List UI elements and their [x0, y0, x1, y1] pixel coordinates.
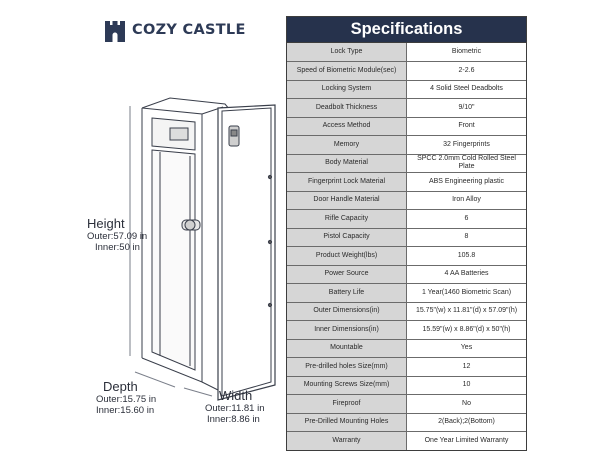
spec-label: Mounting Screws Size(mm)	[287, 376, 407, 395]
specifications-title: Specifications	[287, 17, 526, 43]
spec-value: Biometric	[407, 43, 527, 62]
height-inner: Inner:50 in	[95, 242, 140, 253]
spec-value: ABS Engineering plastic	[407, 173, 527, 192]
spec-label: Pistol Capacity	[287, 228, 407, 247]
spec-row	[287, 228, 526, 247]
spec-label: Fingerprint Lock Material	[287, 173, 407, 192]
specifications-panel	[286, 16, 527, 451]
spec-value: 10	[407, 376, 527, 395]
spec-label: Battery Life	[287, 284, 407, 303]
castle-icon	[104, 18, 126, 42]
spec-label: Deadbolt Thickness	[287, 99, 407, 118]
depth-inner: Inner:15.60 in	[96, 405, 155, 416]
depth-dimension	[96, 379, 157, 416]
spec-row	[287, 247, 526, 266]
spec-value: 105.8	[407, 247, 527, 266]
spec-row	[287, 376, 526, 395]
spec-row	[287, 117, 526, 136]
spec-row	[287, 432, 526, 451]
spec-row	[287, 321, 526, 340]
spec-row	[287, 413, 526, 432]
spec-row	[287, 80, 526, 99]
spec-value: 9/10"	[407, 99, 527, 118]
spec-row	[287, 173, 526, 192]
spec-label: Speed of Biometric Module(sec)	[287, 62, 407, 81]
brand-name: COZY CASTLE	[132, 22, 246, 38]
width-dimension	[205, 388, 265, 425]
spec-label: Door Handle Material	[287, 191, 407, 210]
spec-row	[287, 210, 526, 229]
spec-label: Body Material	[287, 154, 407, 173]
spec-value: SPCC 2.0mm Cold Rolled Steel Plate	[407, 154, 527, 173]
spec-value: Iron Alloy	[407, 191, 527, 210]
spec-row	[287, 154, 526, 173]
spec-label: Outer Dimensions(in)	[287, 302, 407, 321]
spec-value: 2-2.6	[407, 62, 527, 81]
spec-value: No	[407, 395, 527, 414]
spec-label: Warranty	[287, 432, 407, 451]
spec-row	[287, 136, 526, 155]
spec-value: Yes	[407, 339, 527, 358]
spec-row	[287, 43, 526, 62]
spec-label: Pre-Drilled Mounting Holes	[287, 413, 407, 432]
spec-row	[287, 191, 526, 210]
spec-row	[287, 265, 526, 284]
spec-row	[287, 284, 526, 303]
spec-value: 4 AA Batteries	[407, 265, 527, 284]
spec-label: Lock Type	[287, 43, 407, 62]
spec-value: 15.59"(w) x 8.86"(d) x 50"(h)	[407, 321, 527, 340]
spec-value: 15.75"(w) x 11.81"(d) x 57.09"(h)	[407, 302, 527, 321]
spec-value: 8	[407, 228, 527, 247]
spec-row	[287, 99, 526, 118]
spec-label: Fireproof	[287, 395, 407, 414]
spec-value: 12	[407, 358, 527, 377]
spec-label: Inner Dimensions(in)	[287, 321, 407, 340]
spec-label: Product Weight(lbs)	[287, 247, 407, 266]
spec-label: Memory	[287, 136, 407, 155]
width-title: Width	[219, 388, 253, 403]
spec-label: Locking System	[287, 80, 407, 99]
spec-label: Access Method	[287, 117, 407, 136]
spec-value: 4 Solid Steel Deadbolts	[407, 80, 527, 99]
brand-logo	[104, 17, 246, 43]
depth-title: Depth	[103, 379, 138, 394]
spec-row	[287, 302, 526, 321]
spec-value: 32 Fingerprints	[407, 136, 527, 155]
spec-label: Rifle Capacity	[287, 210, 407, 229]
spec-row	[287, 358, 526, 377]
spec-row	[287, 339, 526, 358]
specifications-table	[287, 43, 526, 450]
height-dimension	[87, 216, 147, 253]
spec-value: 2(Back);2(Bottom)	[407, 413, 527, 432]
height-outer: Outer:57.09 in	[87, 231, 148, 242]
spec-label: Power Source	[287, 265, 407, 284]
spec-row	[287, 395, 526, 414]
depth-outer: Outer:15.75 in	[96, 394, 157, 405]
height-title: Height	[87, 216, 125, 231]
spec-value: One Year Limited Warranty	[407, 432, 527, 451]
spec-value: 1 Year(1460 Biometric Scan)	[407, 284, 527, 303]
spec-label: Pre-drilled holes Size(mm)	[287, 358, 407, 377]
spec-value: 6	[407, 210, 527, 229]
spec-value: Front	[407, 117, 527, 136]
spec-row	[287, 62, 526, 81]
width-inner: Inner:8.86 in	[207, 414, 260, 425]
spec-label: Mountable	[287, 339, 407, 358]
width-outer: Outer:11.81 in	[205, 403, 265, 414]
